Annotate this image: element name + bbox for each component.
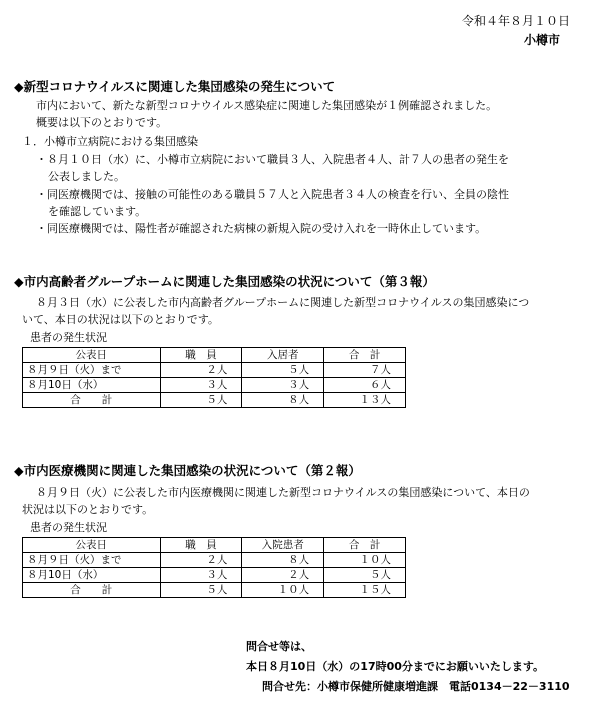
col-header-total: 合 計 <box>324 348 406 363</box>
section2-table-caption: 患者の発生状況 <box>30 331 107 344</box>
cell-staff: ３人 <box>160 378 242 393</box>
section1-bullet: ・８月１０日（水）に、小樽市立病院において職員３人、入院患者４人、計７人の患者の発生を <box>36 153 509 166</box>
section2-heading: ◆市内高齢者グループホームに関連した集団感染の状況について（第３報） <box>14 274 435 289</box>
issuer-name: 小樽市 <box>523 33 560 47</box>
section2-intro-line1: ８月３日（水）に公表した市内高齢者グループホームに関連した新型コロナウイルスの集団感染につ <box>36 296 530 309</box>
cell-total: ５人 <box>324 568 406 583</box>
table-row <box>23 553 406 568</box>
section1-intro-line2: 概要は以下のとおりです。 <box>36 116 168 129</box>
cell-inpatients: ８人 <box>242 553 324 568</box>
cell-staff: ２人 <box>160 553 242 568</box>
col-header-date: 公表日 <box>23 348 161 363</box>
table-total-row <box>23 583 406 598</box>
section1-heading: ◆新型コロナウイルスに関連した集団感染の発生について <box>14 79 336 94</box>
table-row <box>23 363 406 378</box>
table-row <box>23 378 406 393</box>
section3-heading: ◆市内医療機関に関連した集団感染の状況について（第２報） <box>14 463 361 478</box>
section3-table-caption: 患者の発生状況 <box>30 521 107 534</box>
section3-intro-line2: 状況は以下のとおりです。 <box>22 503 154 516</box>
cell-date: ８月10日（水） <box>23 568 161 583</box>
col-header-residents: 入居者 <box>242 348 324 363</box>
table-header-row <box>23 348 406 363</box>
cell-total: ７人 <box>324 363 406 378</box>
col-header-staff: 職 員 <box>160 348 242 363</box>
cell-inpatients: １０人 <box>242 583 324 598</box>
cell-date: ８月９日（火）まで <box>23 363 161 378</box>
contact-info: 問合せ先：小樽市保健所健康増進課 電話0134－22－3110 <box>262 680 570 693</box>
cell-total: １３人 <box>324 393 406 408</box>
section1-bullet: ・同医療機関では、接触の可能性のある職員５７人と入院患者３４人の検査を行い、全員の陰性 <box>36 188 509 201</box>
col-header-staff: 職 員 <box>160 538 242 553</box>
section1-intro-line1: 市内において、新たな新型コロナウイルス感染症に関連した集団感染が１例確認されました。 <box>36 99 498 112</box>
col-header-total: 合 計 <box>324 538 406 553</box>
section1-bullet: ・同医療機関では、陽性者が確認された病棟の新規入院の受け入れを一時休止しています。 <box>36 222 487 235</box>
table-row <box>23 568 406 583</box>
contact-intro: 問合せ等は、 <box>246 640 312 653</box>
contact-deadline: 本日８月10日（水）の17時00分までにお願いいたします。 <box>246 660 545 673</box>
section1-bullet-cont: 公表しました。 <box>48 170 125 183</box>
section3-table <box>22 537 406 598</box>
cell-residents: ３人 <box>242 378 324 393</box>
cell-total: １０人 <box>324 553 406 568</box>
cell-total-label: 合 計 <box>23 583 161 598</box>
cell-date: ８月９日（火）まで <box>23 553 161 568</box>
cell-staff: ３人 <box>160 568 242 583</box>
section1-bullet-cont: を確認しています。 <box>48 205 147 218</box>
table-header-row <box>23 538 406 553</box>
document-date: 令和４年８月１０日 <box>461 14 570 28</box>
cell-inpatients: ２人 <box>242 568 324 583</box>
section2-intro-line2: いて、本日の状況は以下のとおりです。 <box>22 313 219 326</box>
section3-intro-line1: ８月９日（火）に公表した市内医療機関に関連した新型コロナウイルスの集団感染について、本日の <box>36 486 530 499</box>
cell-total: ６人 <box>324 378 406 393</box>
cell-total-label: 合 計 <box>23 393 161 408</box>
cell-staff: ５人 <box>160 393 242 408</box>
col-header-date: 公表日 <box>23 538 161 553</box>
section2-table <box>22 347 406 408</box>
cell-residents: ８人 <box>242 393 324 408</box>
cell-staff: ５人 <box>160 583 242 598</box>
section1-item-title: １．小樽市立病院における集団感染 <box>22 135 198 148</box>
cell-residents: ５人 <box>242 363 324 378</box>
cell-date: ８月10日（水） <box>23 378 161 393</box>
cell-staff: ２人 <box>160 363 242 378</box>
col-header-inpatients: 入院患者 <box>242 538 324 553</box>
cell-total: １５人 <box>324 583 406 598</box>
table-total-row <box>23 393 406 408</box>
